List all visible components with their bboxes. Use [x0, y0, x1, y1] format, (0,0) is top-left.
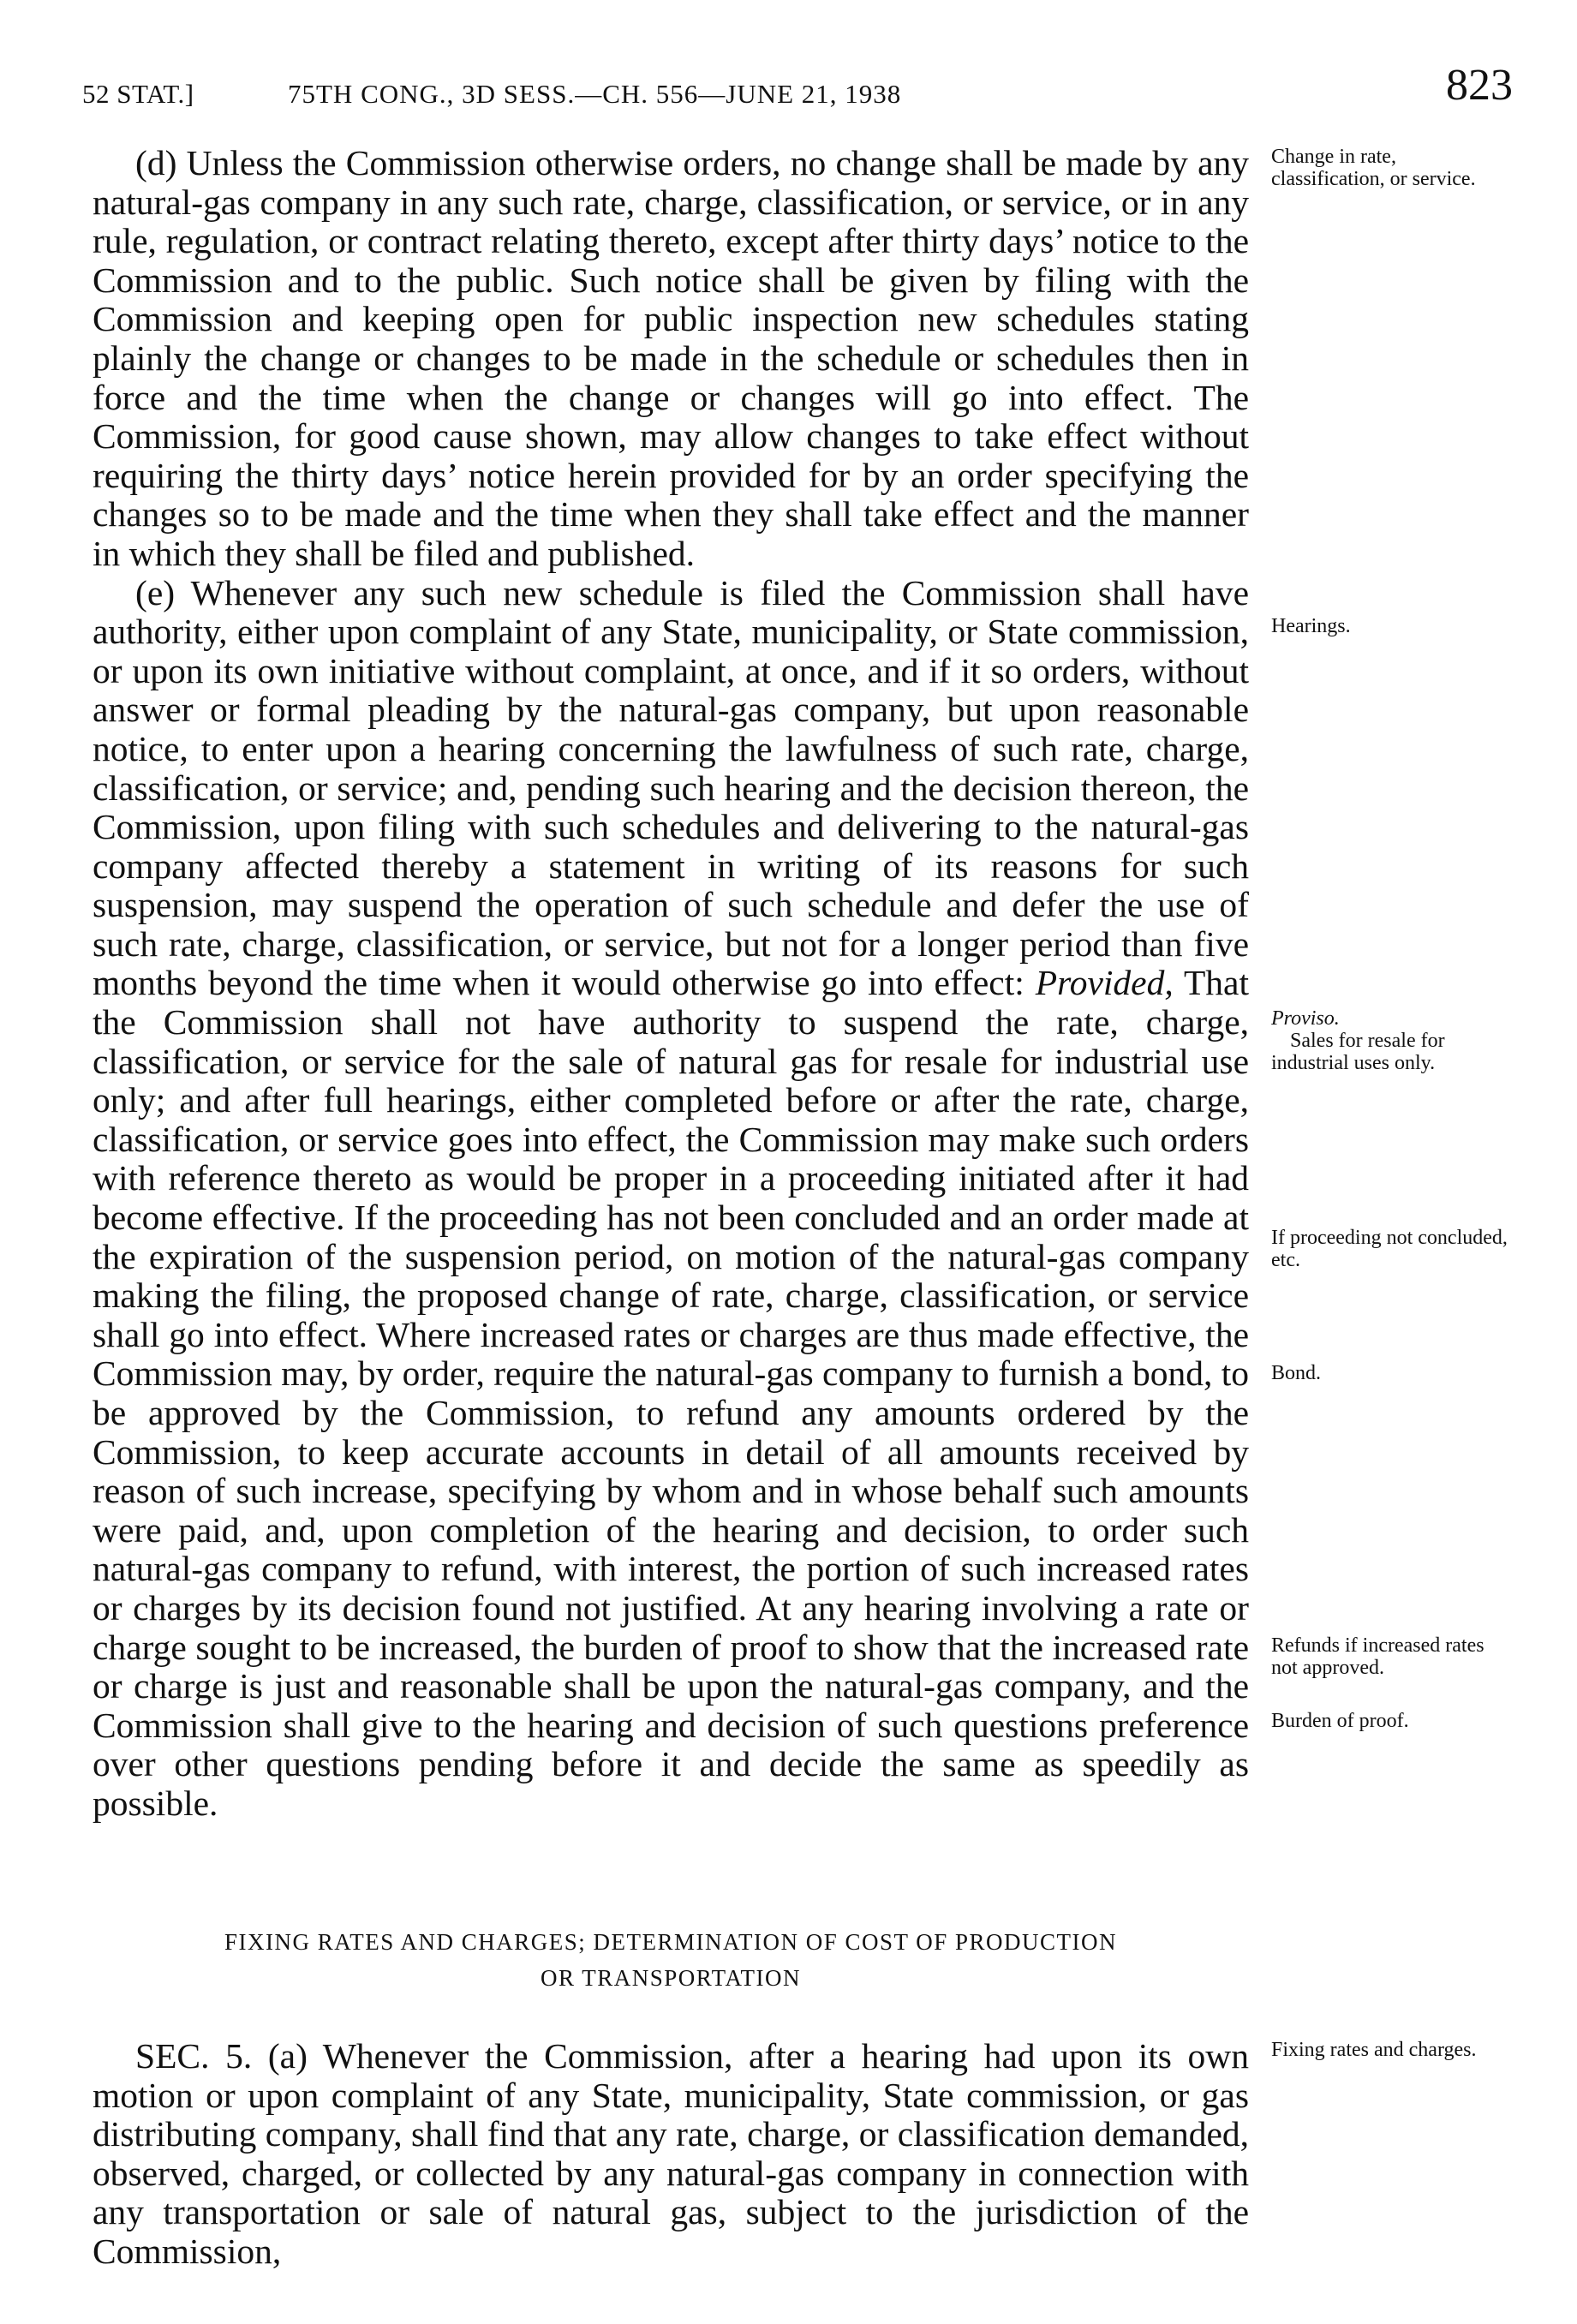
paragraph-d: (d) Unless the Commission otherwise orders, no change shall be made by any natural-gas company in any such rate, charge, classification, or service, or in any rule, regulation, or contract relating thereto, except after thirty days’ notice to the Commission and to the public. Such notice shall be given by filing with the Commission and keeping open for public inspection new schedules stating plainly the change or changes to be made in the schedule or schedules then in force and the time when the change or changes will go into effect. The Commission, for good cause shown, may allow changes to take effect without requiring the thirty days’ notice herein provided for by an order specifying the changes so to be made and the time when they shall take effect and the manner in which they shall be filed and published.: [93, 143, 1249, 573]
paragraph-e: [93, 574, 1249, 1824]
paragraph-e-part1: (e) Whenever any such new schedule is filed the Commission shall have authority, either upon complaint of any State, municipality, or State commission, or upon its own initiative without complaint, at once, and if it so orders, without answer or formal pleading by the natural-gas company, but upon reasonable notice, to enter upon a hearing concerning the lawfulness of such rate, charge, classification, or service; and, pending such hearing and the decision thereon, the Commission, upon filing with such schedules and delivering to the natural-gas company affected thereby a statement in writing of its reasons for such suspension, may suspend the operation of such schedule and defer the use of such rate, charge, classification, or service, but not for a longer period than five months beyond the time when it would otherwise go into effect:: [93, 572, 1249, 1003]
margin-note-hearings: Hearings.: [1271, 615, 1351, 637]
margin-note-proviso-text: Sales for resale for industrial uses only.: [1271, 1030, 1445, 1074]
paragraph-e-part2: That the Commission shall not have authority to suspend the rate, charge, classification, or service for the sale of natural gas for resale for industrial use only; and after full hearings, either completed before or after the rate, charge, classification, or service goes into effect, the Commission may make such orders with reference thereto as would be proper in a proceeding initiated after it had become effective. If the proceeding has not been concluded and an order made at the expiration of the suspension period, on motion of the natural-gas company making the filing, the proposed change of rate, charge, classification, or service shall go into effect. Where increased rates or charges are thus made effective, the Commission may, by order, require the natural-gas company to furnish a bond, to be approved by the Commission, to refund any amounts ordered by the Commission, to keep accurate accounts in detail of all amounts received by reason of such increase, specifying by whom and in whose behalf such amounts were paid, and, upon completion of the hearing and decision, to order such natural-gas company to refund, with interest, the portion of such increased rates or charges by its decision found not justified. At any hearing involving a rate or charge sought to be increased, the burden of proof to show that the increased rate or charge is just and reasonable shall be upon the natural-gas company, and the Commission shall give to the hearing and decision of such questions preference over other questions pending before it and decide the same as speedily as possible.: [93, 963, 1249, 1823]
margin-note-proviso: [1271, 1007, 1513, 1074]
session-reference: 75TH CONG., 3D SESS.—CH. 556—JUNE 21, 1938: [288, 79, 902, 109]
margin-note-refunds: Refunds if increased rates not approved.: [1271, 1634, 1484, 1679]
margin-note-bond: Bond.: [1271, 1362, 1322, 1384]
section-heading: [93, 1924, 1249, 1996]
section-heading-line2: OR TRANSPORTATION: [540, 1965, 801, 1991]
margin-note-proceeding: If proceeding not concluded, etc.: [1271, 1227, 1508, 1271]
main-text-column: [93, 144, 1249, 1824]
margin-note-change: Change in rate, classification, or service.: [1271, 146, 1476, 190]
section-heading-line1: FIXING RATES AND CHARGES; DETERMINATION OF COST OF PRODUCTION: [224, 1929, 1118, 1955]
page-header: [82, 53, 1513, 122]
page-number: 823: [1446, 61, 1513, 110]
section-5-text: (a) Whenever the Commission, after a hearing had upon its own motion or upon complaint of any State, municipality, State commission, or gas distributing company, shall find that any rate, charge, or classification demanded, observed, charged, or collected by any natural-gas company in connection with any transportation or sale of natural gas, subject to the jurisdiction of the Commission,: [93, 2036, 1250, 2271]
proviso-word: Provided,: [1035, 963, 1174, 1003]
section-5-paragraph: [93, 2037, 1249, 2272]
margin-note-burden: Burden of proof.: [1271, 1710, 1409, 1732]
section-5-label: SEC. 5.: [135, 2036, 253, 2076]
statute-reference: 52 STAT.]: [82, 79, 194, 109]
margin-note-fixing: Fixing rates and charges.: [1271, 2039, 1477, 2061]
margin-note-proviso-title: Proviso.: [1271, 1007, 1340, 1030]
